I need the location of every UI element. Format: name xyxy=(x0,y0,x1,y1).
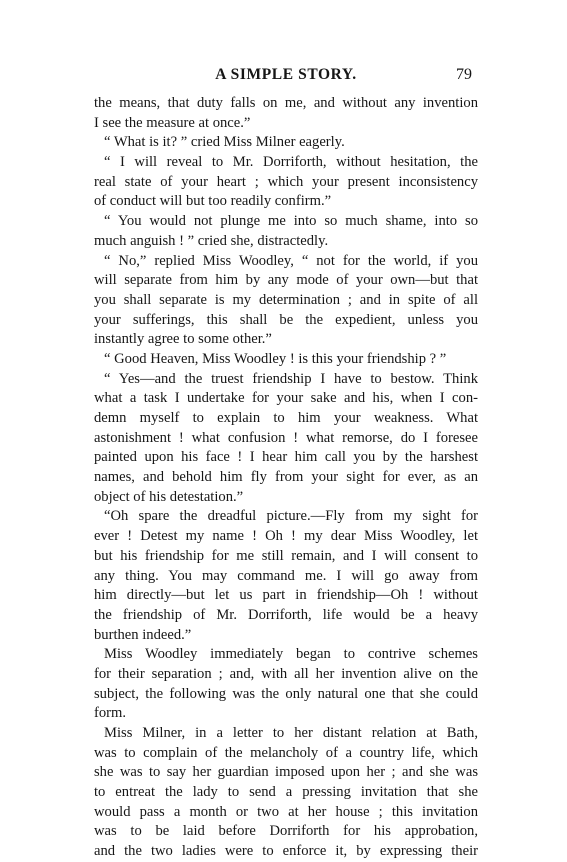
text-line: real state of your heart ; which your present inconsistency xyxy=(94,173,478,190)
running-head: A SIMPLE STORY. xyxy=(215,66,357,83)
text-line: the means, that duty falls on me, and without any invention xyxy=(94,95,478,111)
text-line: burthen indeed.” xyxy=(94,626,192,643)
text-line: you shall separate is my determination ; and in spite of all xyxy=(94,291,478,308)
text-line: Miss Milner, in a letter to her distant relation at Bath, xyxy=(104,725,478,741)
text-line: your sufferings, this shall be the expedient, unless you xyxy=(94,311,478,328)
text-line: form. xyxy=(94,705,127,722)
page-header xyxy=(94,66,478,90)
text-line: “ I will reveal to Mr. Dorriforth, without hesitation, the xyxy=(104,154,478,171)
text-line: but his friendship for me still remain, and I will consent to xyxy=(94,547,478,564)
text-line: “Oh spare the dreadful picture.—Fly from my sight for xyxy=(104,508,478,525)
text-line: him directly—but let us part in friendship—Oh ! without xyxy=(94,587,478,604)
text-line: “ No,” replied Miss Woodley, “ not for the world, if you xyxy=(104,252,478,269)
text-line: what a task I undertake for your sake and his, when I con- xyxy=(94,390,478,407)
text-line: “ Yes—and the truest friendship I have to bestow. Think xyxy=(104,370,478,387)
text-line: “ You would not plunge me into so much shame, into so xyxy=(104,213,478,230)
text-line: for their separation ; and, with all her invention alive on the xyxy=(94,665,478,682)
text-line: instantly agree to some other.” xyxy=(94,331,272,348)
text-line: astonishment ! what confusion ! what remorse, do I foresee xyxy=(94,429,478,446)
text-line: of conduct will but too readily confirm.” xyxy=(94,193,332,210)
text-line: “ Good Heaven, Miss Woodley ! is this your friendship ? ” xyxy=(104,350,447,367)
text-line: I see the measure at once.” xyxy=(94,114,251,131)
book-page xyxy=(94,66,478,862)
text-line: “ What is it? ” cried Miss Milner eagerly. xyxy=(104,134,345,151)
text-line: object of his detestation.” xyxy=(94,488,244,505)
text-line: was to complain of the melancholy of a country life, which xyxy=(94,744,478,761)
text-line: Miss Woodley immediately began to contrive schemes xyxy=(104,646,478,663)
text-line: any thing. You may command me. I will go away from xyxy=(94,567,478,584)
text-line: and the two ladies were to enforce it, by expressing their xyxy=(94,843,478,860)
text-line: was to be laid before Dorriforth for his approbation, xyxy=(94,823,478,840)
text-line: would pass a month or two at her house ; this invitation xyxy=(94,803,478,820)
text-line: ever ! Detest my name ! Oh ! my dear Miss Woodley, let xyxy=(94,528,478,545)
body-text xyxy=(94,94,478,862)
text-line: she was to say her guardian imposed upon her ; and she was xyxy=(94,764,478,781)
text-line: names, and behold him fly from your sight for ever, as an xyxy=(94,469,478,486)
text-line: much anguish ! ” cried she, distractedly. xyxy=(94,232,329,249)
text-line: subject, the following was the only natural one that she could xyxy=(94,685,478,702)
text-line: will separate from him by any mode of your own—but that xyxy=(94,272,478,289)
text-line: painted upon his face ! I hear him call you by the harshest xyxy=(94,449,478,466)
page-number: 79 xyxy=(456,66,472,83)
text-line: the friendship of Mr. Dorriforth, life would be a heavy xyxy=(94,606,478,623)
text-line: demn myself to explain to him your weakness. What xyxy=(94,410,478,426)
text-line: to entreat the lady to send a pressing invitation that she xyxy=(94,784,478,801)
